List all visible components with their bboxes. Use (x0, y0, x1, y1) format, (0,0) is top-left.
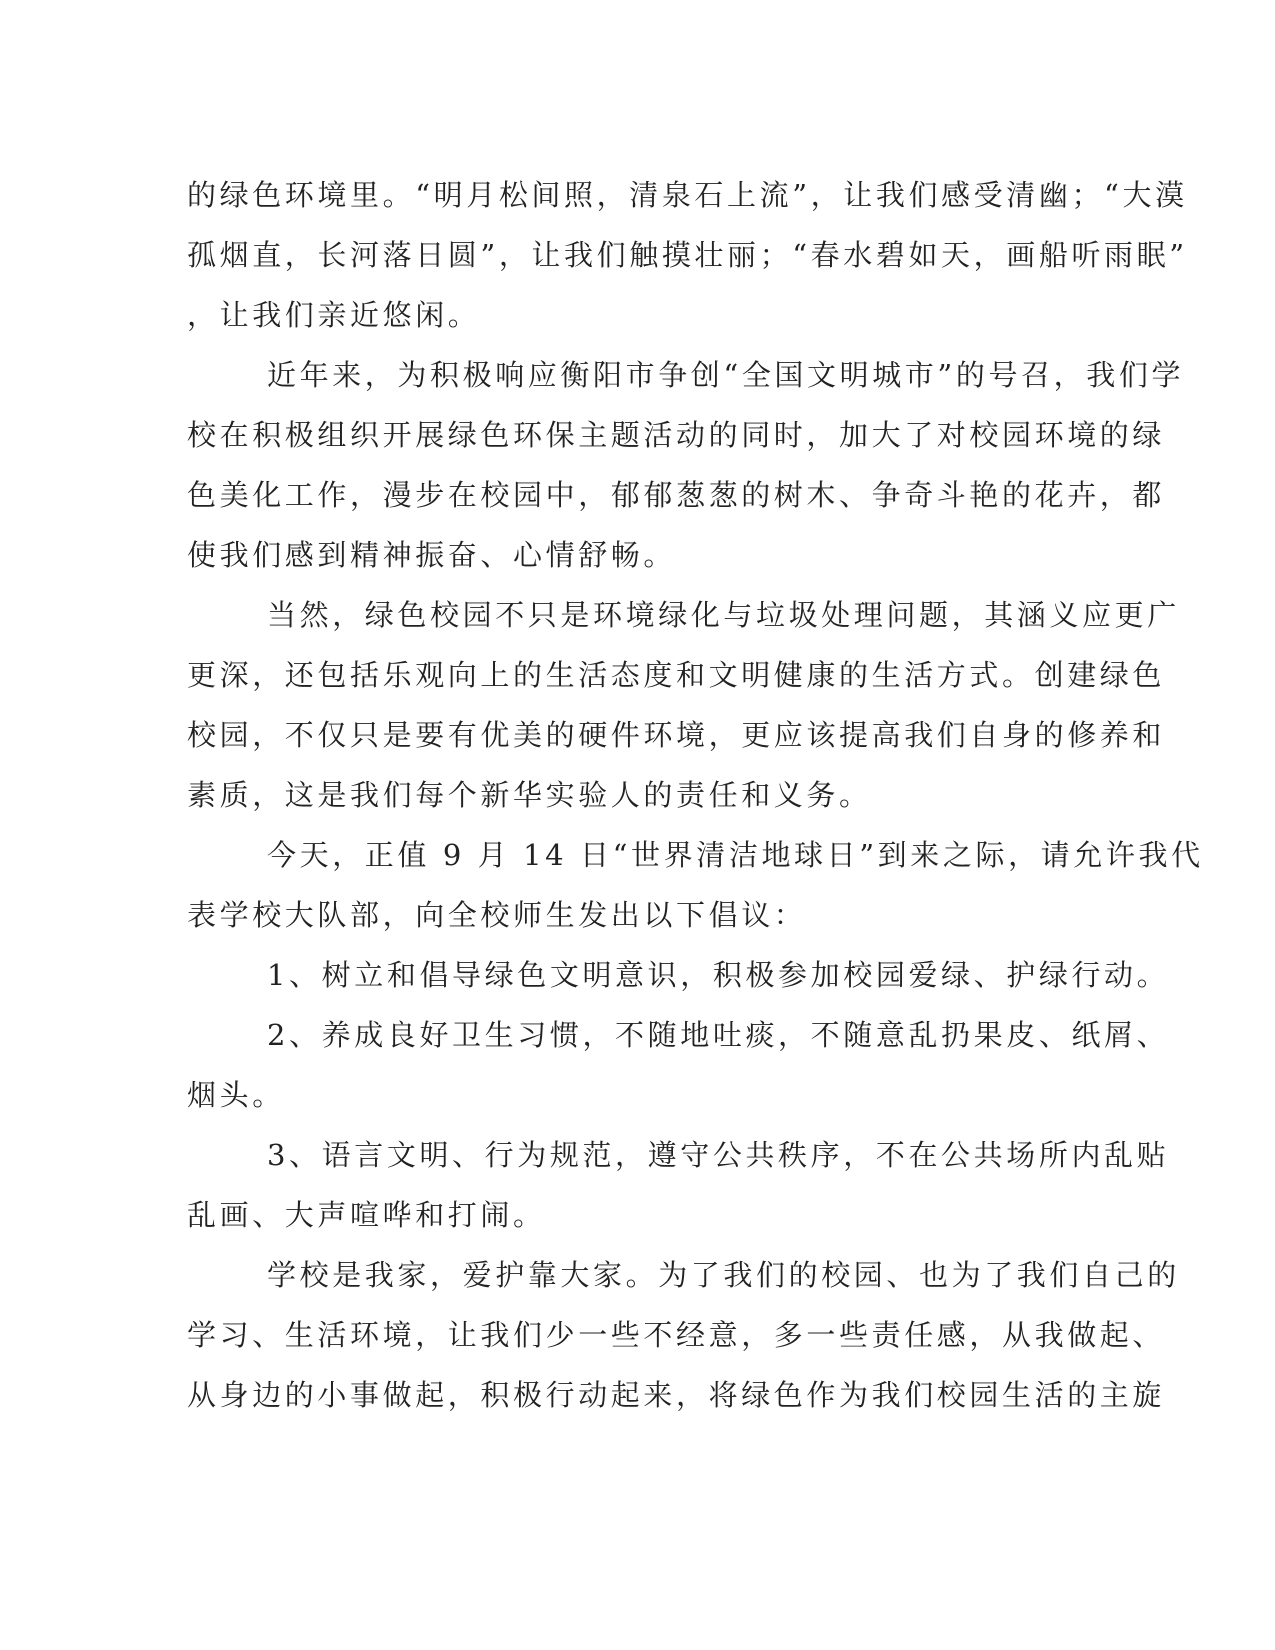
paragraph-2-line-4: 使我们感到精神振奋、心情舒畅。 (187, 538, 677, 572)
paragraph-3-line-2: 更深，还包括乐观向上的生活态度和文明健康的生活方式。创建绿色 (187, 658, 1166, 692)
paragraph-2-line-3: 色美化工作，漫步在校园中，郁郁葱葱的树木、争奇斗艳的花卉，都 (187, 478, 1166, 512)
paragraph-3-line-1: 当然，绿色校园不只是环境绿化与垃圾处理问题，其涵义应更广 (267, 598, 1180, 632)
paragraph-4-line-1: 今天，正值 9 月 14 日“世界清洁地球日”到来之际，请允许我代 (267, 838, 1204, 872)
paragraph-3-line-3: 校园，不仅只是要有优美的硬件环境，更应该提高我们自身的修养和 (187, 718, 1166, 752)
document-body (187, 165, 1204, 1425)
proposal-item-3-line-2: 乱画、大声喧哗和打闹。 (187, 1198, 546, 1232)
proposal-item-2-line-2: 烟头。 (187, 1078, 285, 1112)
proposal-item-2-line-1: 2、养成良好卫生习惯，不随地吐痰，不随意乱扔果皮、纸屑、 (267, 1018, 1170, 1052)
paragraph-1-line-3: ，让我们亲近悠闲。 (187, 298, 481, 332)
proposal-item-3-line-1: 3、语言文明、行为规范，遵守公共秩序，不在公共场所内乱贴 (267, 1138, 1170, 1172)
paragraph-1-line-1: 的绿色环境里。“明月松间照，清泉石上流”，让我们感受清幽；“大漠 (187, 178, 1188, 212)
paragraph-final-line-2: 学习、生活环境，让我们少一些不经意，多一些责任感，从我做起、 (187, 1318, 1166, 1352)
proposal-item-1: 1、树立和倡导绿色文明意识，积极参加校园爱绿、护绿行动。 (267, 958, 1170, 992)
paragraph-1-line-2: 孤烟直，长河落日圆”，让我们触摸壮丽；“春水碧如天，画船听雨眠” (187, 238, 1188, 272)
paragraph-2-line-1: 近年来，为积极响应衡阳市争创“全国文明城市”的号召，我们学 (267, 358, 1185, 392)
paragraph-2-line-2: 校在积极组织开展绿色环保主题活动的同时，加大了对校园环境的绿 (187, 418, 1166, 452)
paragraph-final-line-3: 从身边的小事做起，积极行动起来，将绿色作为我们校园生活的主旋 (187, 1378, 1166, 1412)
paragraph-3-line-4: 素质，这是我们每个新华实验人的责任和义务。 (187, 778, 872, 812)
paragraph-final-line-1: 学校是我家，爱护靠大家。为了我们的校园、也为了我们自己的 (267, 1258, 1180, 1292)
paragraph-4-line-2: 表学校大队部，向全校师生发出以下倡议： (187, 898, 807, 932)
